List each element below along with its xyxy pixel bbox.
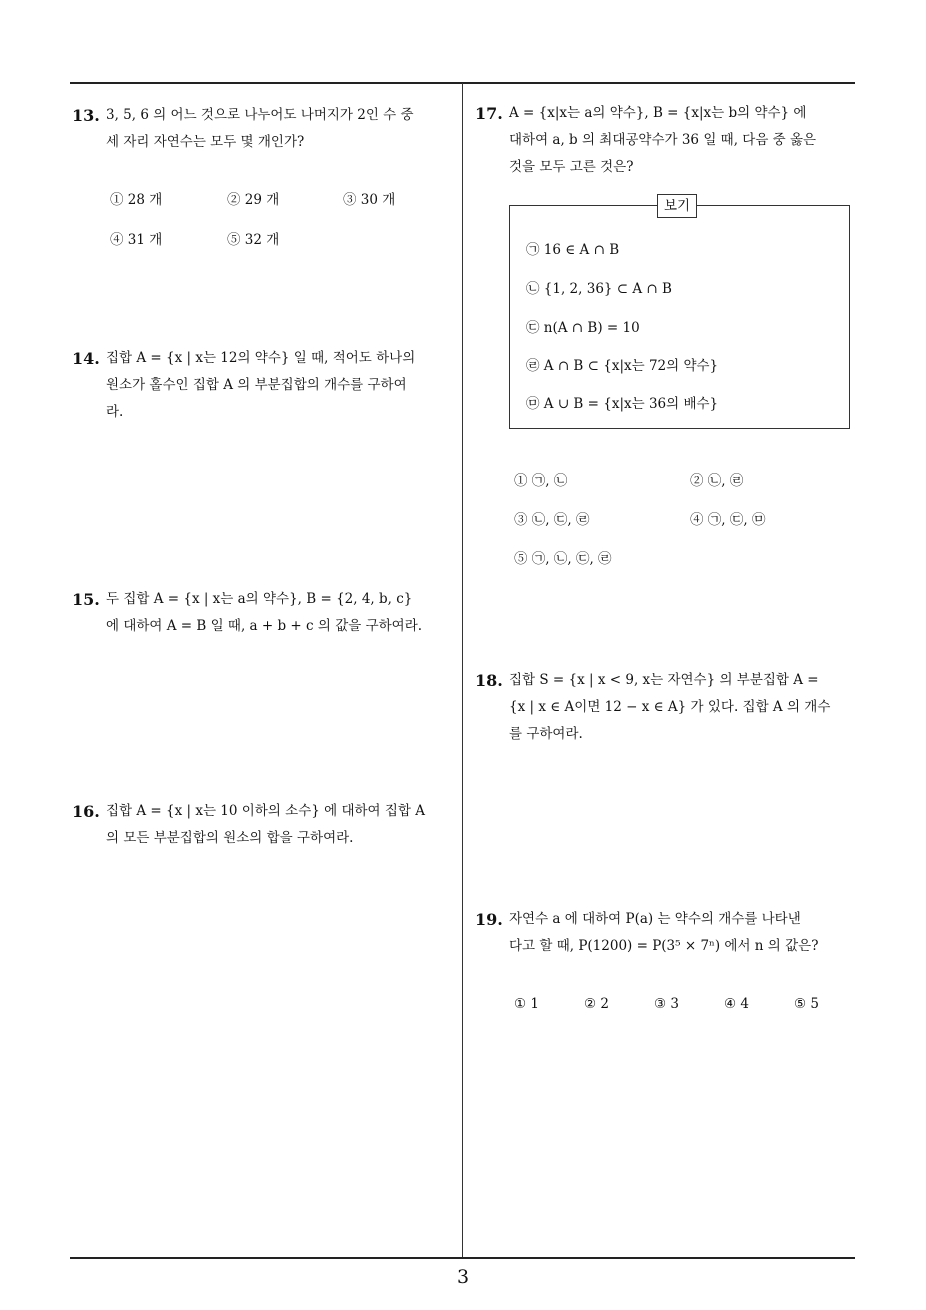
choice-5[interactable]: ⑤ 5 <box>794 996 819 1012</box>
choice-5[interactable]: ⑤ 32 개 <box>227 232 280 248</box>
choice-1[interactable]: ① 1 <box>514 996 539 1012</box>
choice-3[interactable]: ③ 30 개 <box>343 192 396 208</box>
problem-text-line: 세 자리 자연수는 모두 몇 개인가? <box>106 134 305 150</box>
problem-text-line: 자연수 a 에 대하여 P(a) 는 약수의 개수를 나타낸 <box>509 911 801 927</box>
problem-number: 19. <box>475 910 503 929</box>
bottom-rule <box>70 1257 855 1259</box>
bogi-box <box>509 198 850 429</box>
choice-2[interactable]: ② 2 <box>584 996 609 1012</box>
problem-number: 16. <box>72 802 100 821</box>
choice-2[interactable]: ② 29 개 <box>227 192 280 208</box>
problem-text-line: 3, 5, 6 의 어느 것으로 나누어도 나머지가 2인 수 중 <box>106 107 414 123</box>
problem-text-line: 라. <box>106 404 124 420</box>
choice-1[interactable]: ① 28 개 <box>110 192 163 208</box>
column-divider <box>462 83 463 1259</box>
problem-number: 17. <box>475 104 503 123</box>
problem-text-line: 원소가 홀수인 집합 A 의 부분집합의 개수를 구하여 <box>106 377 407 393</box>
bogi-item: ㉡ {1, 2, 36} ⊂ A ∩ B <box>526 281 672 297</box>
choice-1[interactable]: ① ㉠, ㉡ <box>514 473 568 489</box>
problem-text-line: 를 구하여라. <box>509 726 583 742</box>
choice-2[interactable]: ② ㉡, ㉣ <box>690 473 744 489</box>
problem-text-line: 집합 A = {x | x는 12의 약수} 일 때, 적어도 하나의 <box>106 350 416 366</box>
problem-number: 13. <box>72 106 100 125</box>
choice-3[interactable]: ③ ㉡, ㉢, ㉣ <box>514 512 590 528</box>
problem-text-line: 에 대하여 A = B 일 때, a + b + c 의 값을 구하여라. <box>106 618 423 634</box>
bogi-item: ㉢ n(A ∩ B) = 10 <box>526 320 640 336</box>
choice-4[interactable]: ④ 31 개 <box>110 232 163 248</box>
choice-4[interactable]: ④ ㉠, ㉢, ㉤ <box>690 512 766 528</box>
problem-number: 18. <box>475 671 503 690</box>
problem-text-line: A = {x|x는 a의 약수}, B = {x|x는 b의 약수} 에 <box>509 105 807 121</box>
problem-text-line: 것을 모두 고른 것은? <box>509 159 634 175</box>
problem-text-line: 집합 S = {x | x < 9, x는 자연수} 의 부분집합 A = <box>509 672 819 688</box>
problem-text-line: 두 집합 A = {x | x는 a의 약수}, B = {2, 4, b, c} <box>106 591 413 607</box>
bogi-label: 보기 <box>657 194 697 218</box>
problem-text-line: 다고 할 때, P(1200) = P(3⁵ × 7ⁿ) 에서 n 의 값은? <box>509 938 819 954</box>
problem-text-line: 대하여 a, b 의 최대공약수가 36 일 때, 다음 중 옳은 <box>509 132 817 148</box>
problem-number: 14. <box>72 349 100 368</box>
choice-4[interactable]: ④ 4 <box>724 996 749 1012</box>
choice-5[interactable]: ⑤ ㉠, ㉡, ㉢, ㉣ <box>514 551 612 567</box>
bogi-item: ㉠ 16 ∈ A ∩ B <box>526 242 620 258</box>
page-number: 3 <box>456 1266 470 1288</box>
bogi-item: ㉣ A ∩ B ⊂ {x|x는 72의 약수} <box>526 358 719 374</box>
problem-text-line: 의 모든 부분집합의 원소의 합을 구하여라. <box>106 830 354 846</box>
choice-3[interactable]: ③ 3 <box>654 996 679 1012</box>
bogi-item: ㉤ A ∪ B = {x|x는 36의 배수} <box>526 396 719 412</box>
problem-number: 15. <box>72 590 100 609</box>
problem-text-line: 집합 A = {x | x는 10 이하의 소수} 에 대하여 집합 A <box>106 803 426 819</box>
problem-text-line: {x | x ∈ A이면 12 − x ∈ A} 가 있다. 집합 A 의 개수 <box>509 699 831 715</box>
